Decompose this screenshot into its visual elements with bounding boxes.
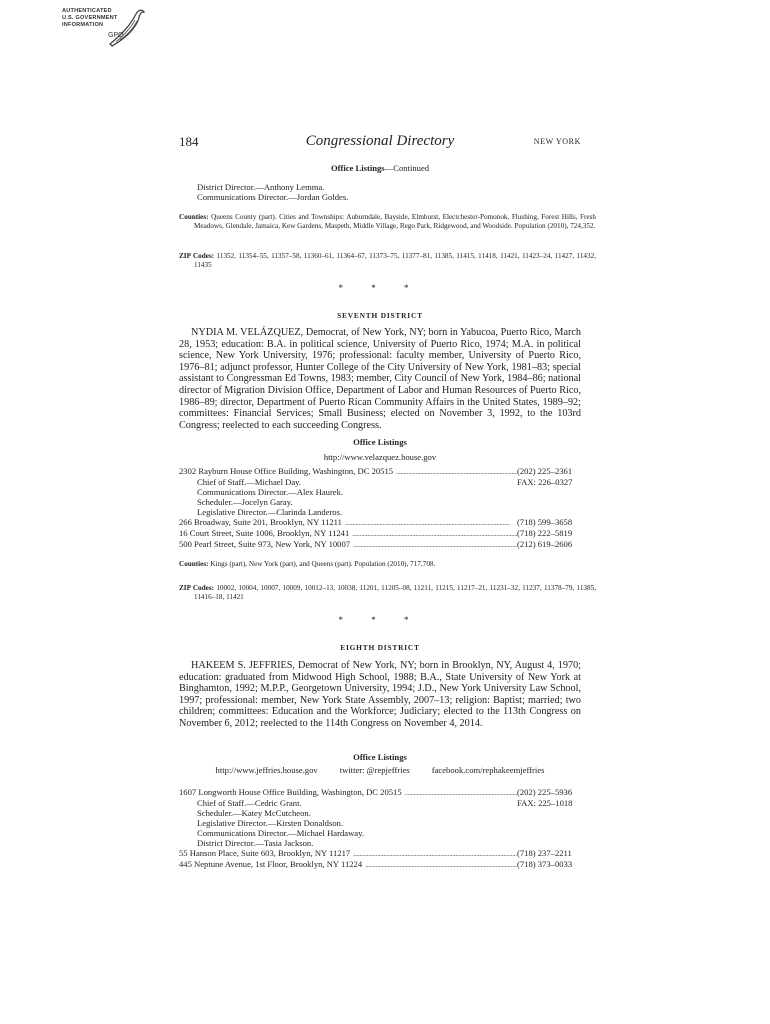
counties-paragraph bbox=[179, 560, 596, 569]
counties-label: Counties: bbox=[179, 560, 209, 568]
office-phone: (718) 599–3658 bbox=[517, 517, 573, 527]
staff-entry: Legislative Director.—Kirsten Donaldson. bbox=[197, 818, 344, 828]
publication-title: Congressional Directory bbox=[305, 133, 455, 149]
zip-text: 11352, 11354–55, 11357–58, 11360–61, 11364–67, 11373–75, 11377–81, 11385, 11415, 11418, 11421, 11423–24, 11427, 11432, 11435 bbox=[194, 252, 597, 269]
website-link[interactable]: http://www.velazquez.house.gov bbox=[323, 452, 437, 462]
office-listings-label: Office Listings bbox=[330, 163, 385, 173]
office-listings-label: Office Listings bbox=[353, 437, 407, 447]
office-address-block bbox=[179, 466, 581, 550]
district-office-row bbox=[179, 517, 581, 528]
office-listings-label: Office Listings bbox=[353, 752, 407, 762]
leader-dots bbox=[393, 466, 517, 477]
zip-label: ZIP Codes: bbox=[179, 584, 215, 592]
office-fax: FAX: 226–0327 bbox=[517, 477, 573, 487]
office-address: 445 Neptune Avenue, 1st Floor, Brooklyn, NY 11224 bbox=[179, 859, 363, 869]
counties-label: Counties: bbox=[179, 213, 209, 221]
logo-gpo-mark: GPO bbox=[108, 32, 124, 39]
staff-entry: Chief of Staff.—Michael Day. bbox=[197, 477, 302, 487]
office-phone: (718) 373–0033 bbox=[517, 859, 573, 869]
gpo-authentication-logo bbox=[62, 6, 148, 48]
office-address: 55 Hanson Place, Suite 603, Brooklyn, NY 11217 bbox=[179, 848, 351, 858]
section-divider: * * * bbox=[338, 615, 422, 625]
staff-entry: Communications Director.—Alex Haurek. bbox=[197, 487, 344, 497]
staff-row bbox=[179, 497, 581, 507]
staff-entry: Scheduler.—Katey McCutcheon. bbox=[197, 808, 311, 818]
staff-row bbox=[179, 818, 581, 828]
office-phone: (718) 222–5819 bbox=[517, 528, 573, 538]
staff-entry: Communications Director.—Jordan Goldes. bbox=[197, 192, 349, 202]
online-links bbox=[179, 765, 581, 775]
zip-codes-paragraph bbox=[179, 252, 596, 269]
website-link[interactable]: http://www.jeffries.house.gov bbox=[215, 765, 318, 775]
leader-dots bbox=[350, 539, 517, 550]
staff-entry: Scheduler.—Jocelyn Garay. bbox=[197, 497, 293, 507]
logo-line-1: AUTHENTICATED bbox=[62, 8, 112, 14]
running-header bbox=[179, 134, 581, 154]
office-address: 16 Court Street, Suite 1006, Brooklyn, NY 11241 bbox=[179, 528, 350, 538]
office-phone: (202) 225–5936 bbox=[517, 787, 573, 797]
counties-paragraph bbox=[179, 213, 596, 230]
staff-row bbox=[179, 838, 581, 848]
staff-row bbox=[179, 828, 581, 838]
district-heading: SEVENTH DISTRICT bbox=[337, 311, 423, 320]
counties-text: Queens County (part). Cities and Townships: Auburndale, Bayside, Elmhurst, Electchester-Pomonok, Flushing, Forest Hills, Fresh Meadows, Glendale, Jamaica, Kew Gardens, Maspeth, Middle Village, Rego Park, Ridgewood, and Woodside. Population (2010), 724,352. bbox=[194, 213, 597, 230]
office-phone: (718) 237–2211 bbox=[517, 848, 572, 858]
staff-entry: Communications Director.—Michael Hardaway. bbox=[197, 828, 364, 838]
state-heading: NEW YORK bbox=[533, 137, 581, 146]
district-office-row bbox=[179, 859, 581, 870]
office-phone: (202) 225–2361 bbox=[517, 466, 573, 476]
office-listings-continued-heading bbox=[179, 163, 581, 173]
zip-text: 10002, 10004, 10007, 10009, 10012–13, 10038, 11201, 11205–08, 11211, 11215, 11217–21, 11231–32, 11237, 11378–79, 11385, 11416–18, 11421 bbox=[194, 584, 596, 601]
office-listings-heading bbox=[179, 437, 581, 447]
facebook-link[interactable]: facebook.com/rephakeemjeffries bbox=[431, 765, 545, 775]
district-office-row bbox=[179, 528, 581, 539]
staff-row bbox=[179, 798, 581, 808]
staff-entry: Legislative Director.—Clarinda Landeros. bbox=[197, 507, 343, 517]
office-address: 2302 Rayburn House Office Building, Washington, DC 20515 bbox=[179, 466, 394, 476]
leader-dots bbox=[342, 517, 517, 528]
district-heading: EIGHTH DISTRICT bbox=[340, 643, 420, 652]
continued-label: —Continued bbox=[384, 163, 430, 173]
zip-label: ZIP Codes: bbox=[179, 252, 215, 260]
dc-office-row bbox=[179, 787, 581, 798]
office-address: 500 Pearl Street, Suite 973, New York, NY 10007 bbox=[179, 539, 351, 549]
logo-line-3: INFORMATION bbox=[62, 22, 104, 28]
office-address: 1607 Longworth House Office Building, Washington, DC 20515 bbox=[179, 787, 402, 797]
staff-row bbox=[179, 477, 581, 487]
leader-dots bbox=[350, 848, 517, 859]
member-biography: HAKEEM S. JEFFRIES, Democrat of New York, NY; born in Brooklyn, NY, August 4, 1970; education: graduated from Midwood High School, 1988; B.A., State University of New York at Binghamton, 1992; M.P.P., Georgetown University, 1994; J.D., New York University Law School, 1997; professional: member, New York State Assembly, 2007–13; religion: Baptist; married; two children; committees: Education and the Workforce; Judiciary; elected to the 113th Congress on November 6, 2012; reelected to the 114th Congress on November 4, 2014. bbox=[179, 660, 581, 729]
twitter-link[interactable]: twitter: @repjeffries bbox=[339, 765, 410, 775]
leader-dots bbox=[362, 859, 517, 870]
leader-dots bbox=[402, 787, 517, 798]
staff-entry: District Director.—Anthony Lemma. bbox=[197, 182, 325, 192]
staff-row bbox=[179, 808, 581, 818]
staff-entry: Chief of Staff.—Cedric Grant. bbox=[197, 798, 302, 808]
office-phone: (212) 619–2606 bbox=[517, 539, 573, 549]
staff-list bbox=[179, 182, 599, 202]
office-address-block bbox=[179, 787, 581, 870]
section-divider: * * * bbox=[338, 283, 422, 293]
office-listings-heading bbox=[179, 752, 581, 762]
leader-dots bbox=[349, 528, 517, 539]
staff-row bbox=[179, 487, 581, 497]
office-address: 266 Broadway, Suite 201, Brooklyn, NY 11211 bbox=[179, 517, 342, 527]
staff-row bbox=[179, 507, 581, 517]
logo-line-2: U.S. GOVERNMENT bbox=[62, 15, 118, 21]
counties-text: Kings (part), New York (part), and Queens (part). Population (2010), 717,708. bbox=[210, 560, 436, 568]
dc-office-row bbox=[179, 466, 581, 477]
eagle-icon bbox=[106, 6, 146, 48]
zip-codes-paragraph bbox=[179, 584, 596, 601]
page-number: 184 bbox=[179, 134, 199, 149]
member-biography: NYDIA M. VELÁZQUEZ, Democrat, of New York, NY; born in Yabucoa, Puerto Rico, March 28, 1953; education: B.A. in political science, University of Puerto Rico, 1974; M.A. in political science, New York University, 1976; professional: faculty member, University of Puerto Rico, 1976–81; adjunct professor, Hunter College of the City University of New York, 1981–83; special assistant to Congressman Ed Towns, 1983; member, City Council of New York, 1984–86; national director of Migration Division Office, Department of Labor and Human Resources of Puerto Rico, 1986–89; director, Department of Puerto Rican Community Affairs in the United States, 1989–92; committees: Financial Services; Small Business; elected on November 3, 1992, to the 103rd Congress; reelected to each succeeding Congress. bbox=[179, 327, 581, 431]
office-fax: FAX: 225–1018 bbox=[517, 798, 573, 808]
staff-entry: District Director.—Tasia Jackson. bbox=[197, 838, 314, 848]
district-office-row bbox=[179, 539, 581, 550]
district-office-row bbox=[179, 848, 581, 859]
